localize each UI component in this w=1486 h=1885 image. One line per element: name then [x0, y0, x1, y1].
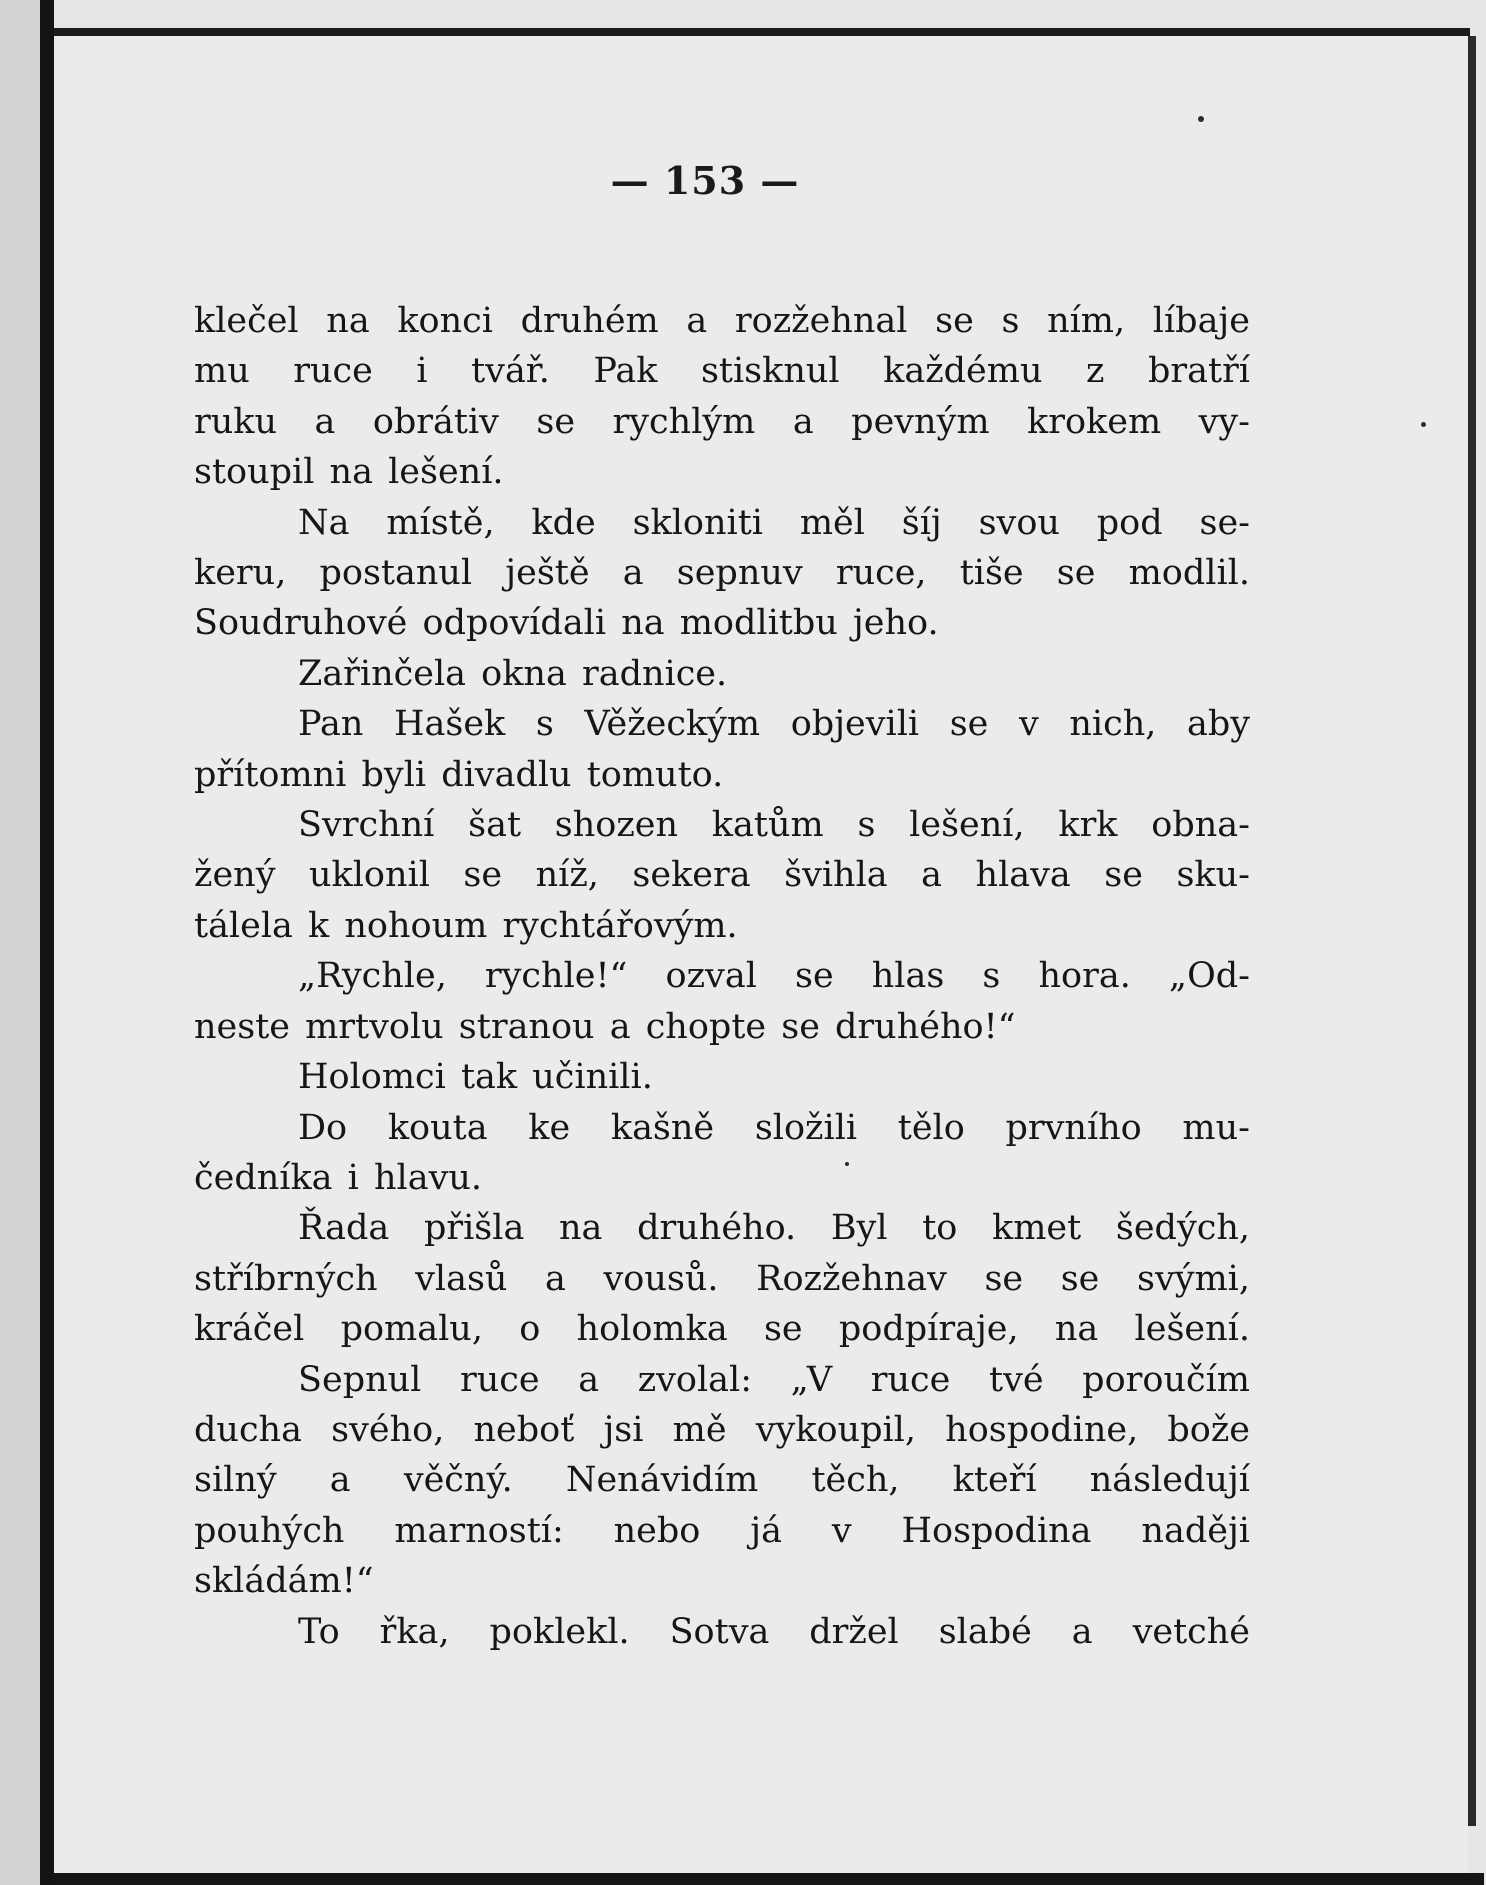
- text-line: žený uklonil se níž, sekera švihla a hlava se sku-: [194, 855, 1250, 896]
- right-scan-border: [1468, 36, 1476, 1826]
- body-text: [194, 296, 1250, 1657]
- text-line: tálela k nohoum rychtářovým.: [194, 905, 738, 946]
- text-line: Do kouta ke kašně složili tělo prvního mu-: [298, 1107, 1250, 1148]
- page-number: — 153 —: [610, 158, 800, 203]
- bottom-scan-border: [54, 1873, 1484, 1885]
- text-line: Sepnul ruce a zvolal: „V ruce tvé poroučím: [298, 1359, 1250, 1400]
- text-line: Soudruhové odpovídali na modlitbu jeho.: [194, 603, 939, 644]
- text-line: klečel na konci druhém a rozžehnal se s ním, líbaje: [194, 301, 1250, 341]
- text-line: „Rychle, rychle!“ ozval se hlas s hora. „Od-: [298, 956, 1250, 997]
- text-line: Pan Hašek s Věžeckým objevili se v nich, aby: [298, 704, 1250, 745]
- text-line: Zařinčela okna radnice.: [298, 653, 728, 694]
- text-line: silný a věčný. Nenávidím těch, kteří následují: [194, 1460, 1250, 1501]
- text-line: pouhých marností: nebo já v Hospodina naději: [194, 1510, 1250, 1551]
- text-line: neste mrtvolu stranou a chopte se druhého!“: [194, 1006, 1016, 1047]
- text-line: Holomci tak učinili.: [298, 1057, 653, 1098]
- text-line: mu ruce i tvář. Pak stisknul každému z bratří: [194, 351, 1250, 392]
- book-spine-edge: [40, 0, 54, 1885]
- text-line: stoupil na lešení.: [194, 452, 504, 493]
- text-line: přítomni byli divadlu tomuto.: [194, 754, 724, 795]
- dust-speck: [1421, 422, 1426, 427]
- left-margin: [0, 0, 40, 1885]
- text-line: kráčel pomalu, o holomka se podpíraje, na lešení.: [194, 1309, 1250, 1350]
- text-line: keru, postanul ještě a sepnuv ruce, tiše se modlil.: [194, 553, 1250, 594]
- text-line: Svrchní šat shozen katům s lešení, krk obna-: [298, 805, 1250, 846]
- top-scan-border: [54, 28, 1470, 36]
- text-line: Na místě, kde skloniti měl šíj svou pod se-: [298, 502, 1250, 543]
- text-line: skládám!“: [194, 1561, 374, 1602]
- dust-speck: [1198, 116, 1204, 122]
- text-line: ruku a obrátiv se rychlým a pevným krokem vy-: [194, 401, 1250, 442]
- text-line: ducha svého, neboť jsi mě vykoupil, hospodine, bože: [194, 1409, 1250, 1450]
- text-line: Řada přišla na druhého. Byl to kmet šedých,: [298, 1208, 1250, 1249]
- text-line: stříbrných vlasů a vousů. Rozžehnav se se svými,: [194, 1258, 1250, 1299]
- text-line: čedníka i hlavu.: [194, 1157, 483, 1198]
- text-line: To řka, poklekl. Sotva držel slabé a vetché: [298, 1611, 1250, 1652]
